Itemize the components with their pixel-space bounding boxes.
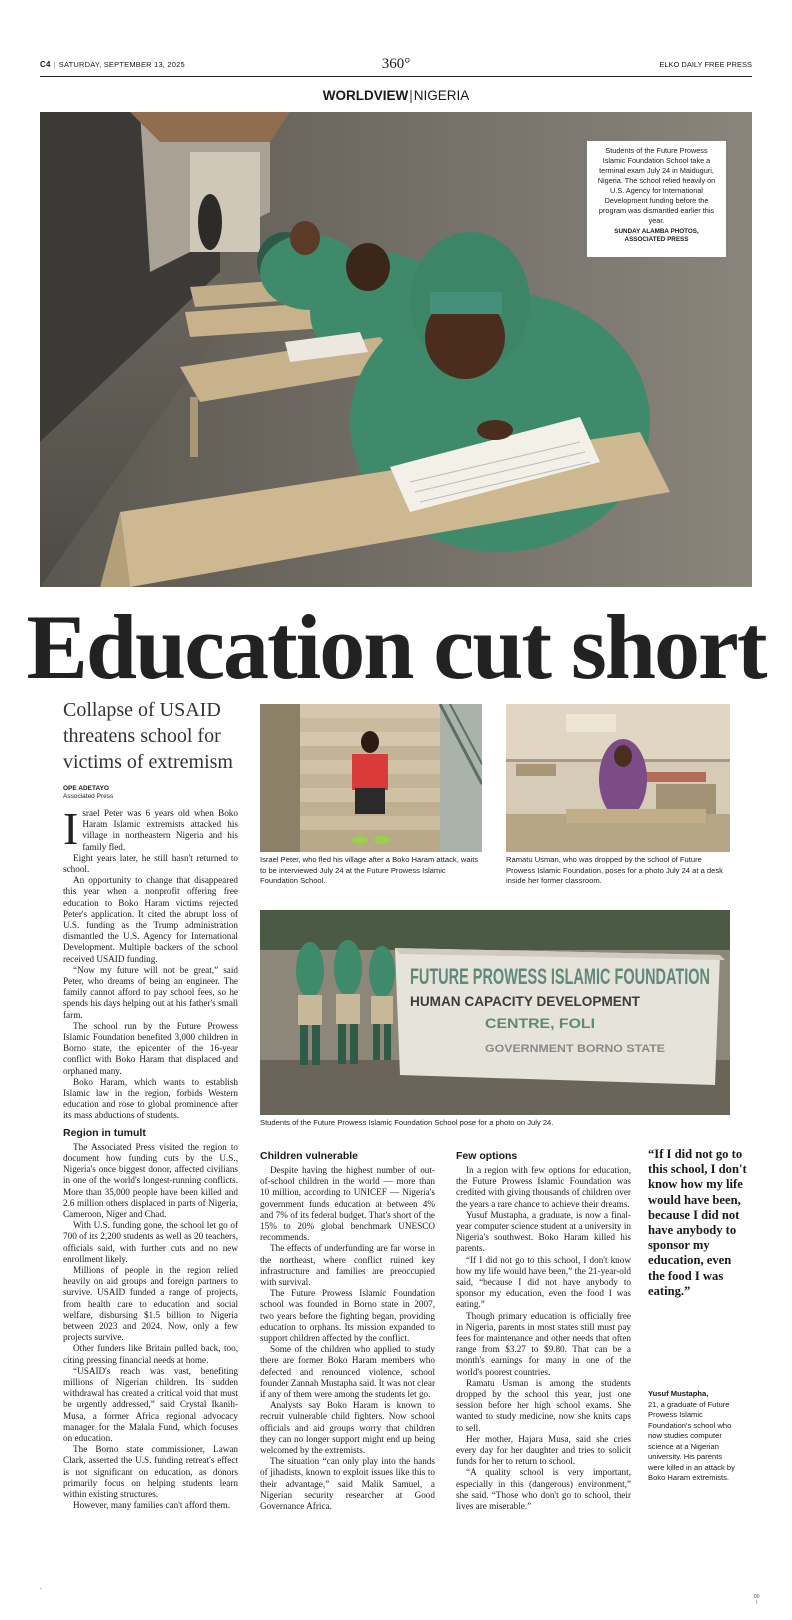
photo-credit: SUNDAY ALAMBA PHOTOS, ASSOCIATED PRESS [614,228,699,243]
folio: C4 | SATURDAY, SEPTEMBER 13, 2025 [40,60,185,69]
article-column-1 [63,803,238,1511]
article-column-3 [456,1150,631,1512]
article-paragraph: Despite having the highest number of out-of-school children in the world — more than 10 million, according to UNICEF — Nigeria's government funds education at between 4% and 7% of its federal budget. That's short of the 15% to 20% global benchmark UNESCO recommends. [260,1165,435,1243]
article-paragraph: Analysts say Boko Haram is known to recruit vulnerable child fighters. Now school officials and aid groups worry that children they can no longer support might end up being welcomed by the extremists. [260,1400,435,1456]
section-region: NIGERIA [413,88,470,103]
article-paragraph: The school run by the Future Prowess Islamic Foundation benefited 3,000 children in Borno state, the epicenter of the 16-year conflict with Boko Haram that displaced and orphaned many. [63,1020,238,1076]
sign-line-2: HUMAN CAPACITY DEVELOPMENT [410,993,641,1009]
pull-quote-description: 21, a graduate of Future Prowess Islamic Foundation's school who now studies computer science at a Nigerian university. His parents were killed in an attack by Boko Haram extremists. [648,1399,735,1482]
article-paragraph: The situation “can only play into the hands of jihadists, known to exploit issues like this to their advantage,” said Malik Samuel, a Nigerian security researcher at Good Governance Africa. [260,1456,435,1512]
photo-israel-peter [260,704,482,852]
article-paragraph: Boko Haram, which wants to establish Islamic law in the region, forbids Western education and rose to global prominence after its mass abductions of students. [63,1076,238,1121]
article-paragraph: The Borno state commissioner, Lawan Clark, asserted the U.S. funding retreat's effect is not significant on education, as donors primarily focus on helping students learn within existing structures. [63,1444,238,1499]
photo-caption-ramatu-usman: Ramatu Usman, who was dropped by the school of Future Prowess Islamic Foundation, poses for a photo July 24 at a desk inside her former classroom. [506,855,723,885]
subhead-region-in-tumult: Region in tumult [63,1126,146,1139]
deck: Collapse of USAID threatens school for victims of extremism [63,699,233,773]
pull-quote-attribution [648,1389,738,1484]
footer-dot: . [40,1584,42,1591]
pull-quote-name: Yusuf Mustapha, [648,1389,709,1398]
header-rule [40,76,752,77]
photo-caption-israel-peter: Israel Peter, who fled his village after a Boko Haram attack, waits to be interviewed July 24 at the Future Prowess Islamic Foundation School. [260,855,479,885]
article-paragraph: “Now my future will not be great,” said Peter, who dreams of being an engineer. The family cannot afford to pay school fees, so he spends his days helping out at his father's small farm. [63,964,238,1020]
article-paragraph: Her mother, Hajara Musa, said she cries every day for her daughter and tries to solicit funds for her to return to school. [456,1433,631,1467]
article-paragraph: The Associated Press visited the region to document how funding cuts by the U.S., Nigeria's once biggest donor, affected civilians in one of the world's longest-running conflicts. More than 35,000 people have been killed and 2.6 million others displaced in parts of Nigeria, Cameroon, Niger and Chad. [63,1141,238,1219]
article-paragraph: The effects of underfunding are far worse in the northeast, where conflict ruined key infrastructure and families are preoccupied with survival. [260,1243,435,1288]
article-paragraph: Ramatu Usman is among the students dropped by the school this year, just one session before her high school exams. She wanted to study medicine, now she knits caps to sell. [456,1377,631,1433]
issue-date: SATURDAY, SEPTEMBER 13, 2025 [58,60,185,69]
sign-line-3: CENTRE, FOLI [485,1015,595,1031]
section-label: WORLDVIEW|NIGERIA [322,88,470,103]
pull-quote: “If I did not go to this school, I don't know how my life would have been, because I did not have anybody to sponsor my education, even the food I was eating.” [648,1147,747,1298]
photo-foundation-sign [260,910,730,1115]
footer-code: 00 I [754,1594,760,1606]
article-column-2 [260,1150,435,1512]
photo-ramatu-usman [506,704,730,852]
section-name: WORLDVIEW [322,88,409,103]
article-paragraph: “If I did not go to this school, I don't know how my life would have been,” the 21-year-old said, “because I did not have anybody to sponsor my education, even the food I was eating.” [456,1254,631,1310]
section-logo: 360° [381,56,411,72]
photo-caption-sign: Students of the Future Prowess Islamic Foundation School pose for a photo on July 24. [260,1118,554,1127]
article-paragraph: With U.S. funding gone, the school let go of 700 of its 2,200 students as well as 20 teachers, officials said, with further cuts and no new enrollment likely. [63,1220,238,1264]
article-paragraph: However, many families can't afford them. [73,1500,230,1511]
subhead-few-options: Few options [456,1150,518,1162]
byline-agency: Associated Press [63,793,114,800]
article-paragraph: Though primary education is officially free in Nigeria, parents in most states still must pay fees for maintenance and other needs that often range from $3.27 to $9.80. That can be a month's earnings for many in one of the world's poorest countries. [456,1310,631,1377]
publication-name: ELKO DAILY FREE PRESS [659,60,752,69]
headline: Education cut short [26,596,766,698]
article-paragraph: Eight years later, he still hasn't returned to school. [63,852,238,875]
sign-line-4: GOVERNMENT BORNO STATE [485,1043,665,1055]
article-paragraph: Yusuf Mustapha, a graduate, is now a final-year computer science student at a university in Nigeria's southwest. Boko Haram killed his parents. [456,1209,631,1254]
article-paragraph: The Future Prowess Islamic Foundation school was founded in Borno state in 2007, two years before the fighting began, providing education to orphans. Its mission expanded to support children affected by the conflict. [260,1288,435,1344]
article-paragraph: An opportunity to change that disappeared this year when a nonprofit offering free education to Boko Haram victims rejected Peter's application. It cited the abrupt loss of U.S. funding as the Trump administration dismantled the U.S. Agency for International Development. Multiple backers of the school received USAID funding. [63,875,238,964]
page-header [40,56,752,78]
article-paragraph: “USAID's reach was vast, benefiting millions of Nigerian children. Its sudden withdrawal has created a critical void that must be urgently addressed,” said Crystal Ikanih-Musa, a former Africa regional advocacy manager for the Malala Fund, which focuses on education. [63,1365,238,1443]
article-paragraph: Israel Peter was 6 years old when Boko Haram Islamic extremists attacked his village in northeastern Nigeria and his family fled. [63,803,238,854]
byline-name: OPE ADETAYO [63,785,109,792]
dropcap: I [63,803,79,854]
article-paragraph: Millions of people in the region relied heavily on aid groups and foreign partners to survive. USAID funded a range of projects, from health care to education and social welfare, disbursing $1.5 billion to Nigeria between 2023 and 2024. Now, only a few projects survive. [63,1264,238,1343]
article-paragraph: Other funders like Britain pulled back, too, citing pressing financial needs at home. [63,1343,238,1365]
main-photo-caption [587,141,726,257]
article-paragraph: In a region with few options for education, the Future Prowess Islamic Foundation was credited with giving thousands of children over the years a rare chance to achieve their dreams. [456,1165,631,1209]
article-paragraph: Some of the children who applied to study there are former Boko Haram members who defected and renounced violence, school founder Zannah Mustapha said. It was not clear if any of them were among the students let go. [260,1344,436,1400]
page-number: C4 [40,60,51,69]
main-photo-caption-text: Students of the Future Prowess Islamic Foundation School take a terminal exam July 24 in Maiduguri, Nigeria. The school relied heavily on U.S. Agency for International Development funding before the program was dismantled earlier this year. [597,146,716,225]
article-paragraph: “A quality school is very important, especially in this (dangerous) environment,” she said. “Those who don't go to school, their lives are miserable.” [456,1467,631,1512]
subhead-children-vulnerable: Children vulnerable [260,1150,359,1162]
sign-line-1: FUTURE PROWESS ISLAMIC FOUNDATION [410,964,710,989]
byline [63,785,113,801]
